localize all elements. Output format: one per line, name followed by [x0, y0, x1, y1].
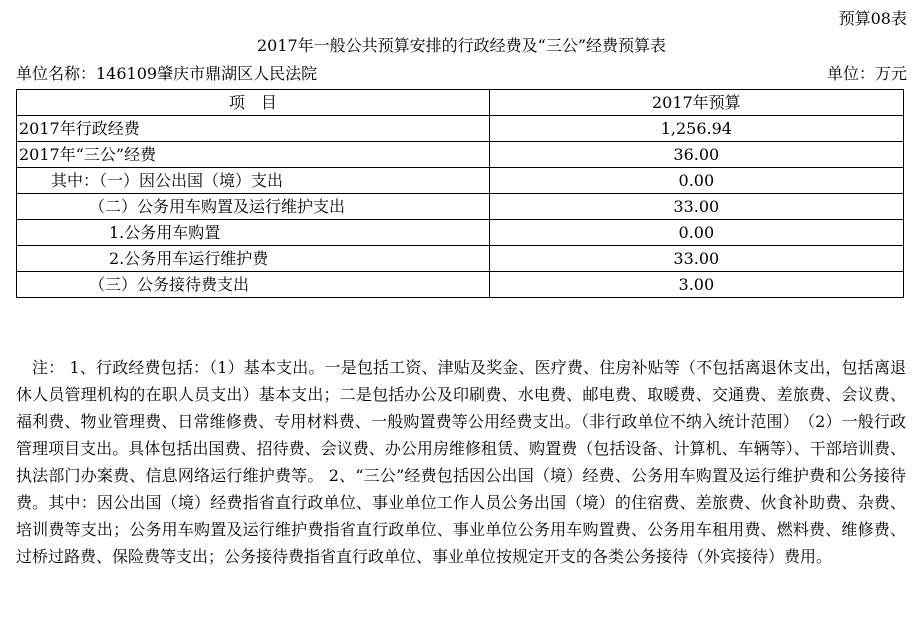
budget-table: [16, 89, 904, 298]
row-label: 其中：（一）因公出国（境）支出: [17, 168, 490, 194]
table-row: [17, 246, 904, 272]
table-row: [17, 168, 904, 194]
column-header-budget: 2017年预算: [489, 90, 903, 116]
row-value: 0.00: [489, 220, 903, 246]
table-row: [17, 142, 904, 168]
unit-name: 单位名称：146109肇庆市鼎湖区人民法院: [16, 64, 318, 83]
row-label: （三）公务接待费支出: [17, 272, 490, 298]
row-label: （二）公务用车购置及运行维护支出: [17, 194, 490, 220]
row-value: 3.00: [489, 272, 903, 298]
currency-unit: 单位：万元: [826, 64, 907, 83]
column-header-item: 项 目: [17, 90, 490, 116]
row-label: 1.公务用车购置: [17, 220, 490, 246]
document-code: 预算08表: [838, 9, 907, 28]
row-label: 2017年行政经费: [17, 116, 490, 142]
table-header-row: [17, 90, 904, 116]
row-value: 36.00: [489, 142, 903, 168]
table-row: [17, 272, 904, 298]
notes-paragraph: 注： 1、行政经费包括：（1）基本支出。一是包括工资、津贴及奖金、医疗费、住房补贴等（不包括离退休支出，包括离退休人员管理机构的在职人员支出）基本支出；二是包括办公及印刷费、水电费、邮电费、取暖费、交通费、差旅费、会议费、福利费、物业管理费、日常维修费、专用材料费、一般购置费等公用经费支出。（非行政单位不纳入统计范围） （2）一般行政管理项目支出。具体包括出国费、招待费、会议费、办公用房维修租赁、购置费（包括设备、计算机、车辆等）、干部培训费、执法部门办案费、信息网络运行维护费等。 2、“三公”经费包括因公出国（境）经费、公务用车购置及运行维护费和公务接待费。其中：因公出国（境）经费指省直行政单位、事业单位工作人员公务出国（境）的住宿费、差旅费、伙食补助费、杂费、培训费等支出；公务用车购置及运行维护费指省直行政单位、事业单位公务用车购置费、公务用车租用费、燃料费、维修费、过桥过路费、保险费等支出；公务接待费指省直行政单位、事业单位按规定开支的各类公务接待（外宾接待）费用。: [16, 358, 906, 566]
row-value: 1,256.94: [489, 116, 903, 142]
row-value: 33.00: [489, 194, 903, 220]
table-row: [17, 220, 904, 246]
table-row: [17, 116, 904, 142]
row-value: 0.00: [489, 168, 903, 194]
table-row: [17, 194, 904, 220]
page-title: 2017年一般公共预算安排的行政经费及“三公”经费预算表: [256, 36, 667, 55]
row-value: 33.00: [489, 246, 903, 272]
row-label: 2.公务用车运行维护费: [17, 246, 490, 272]
row-label: 2017年“三公”经费: [17, 142, 490, 168]
